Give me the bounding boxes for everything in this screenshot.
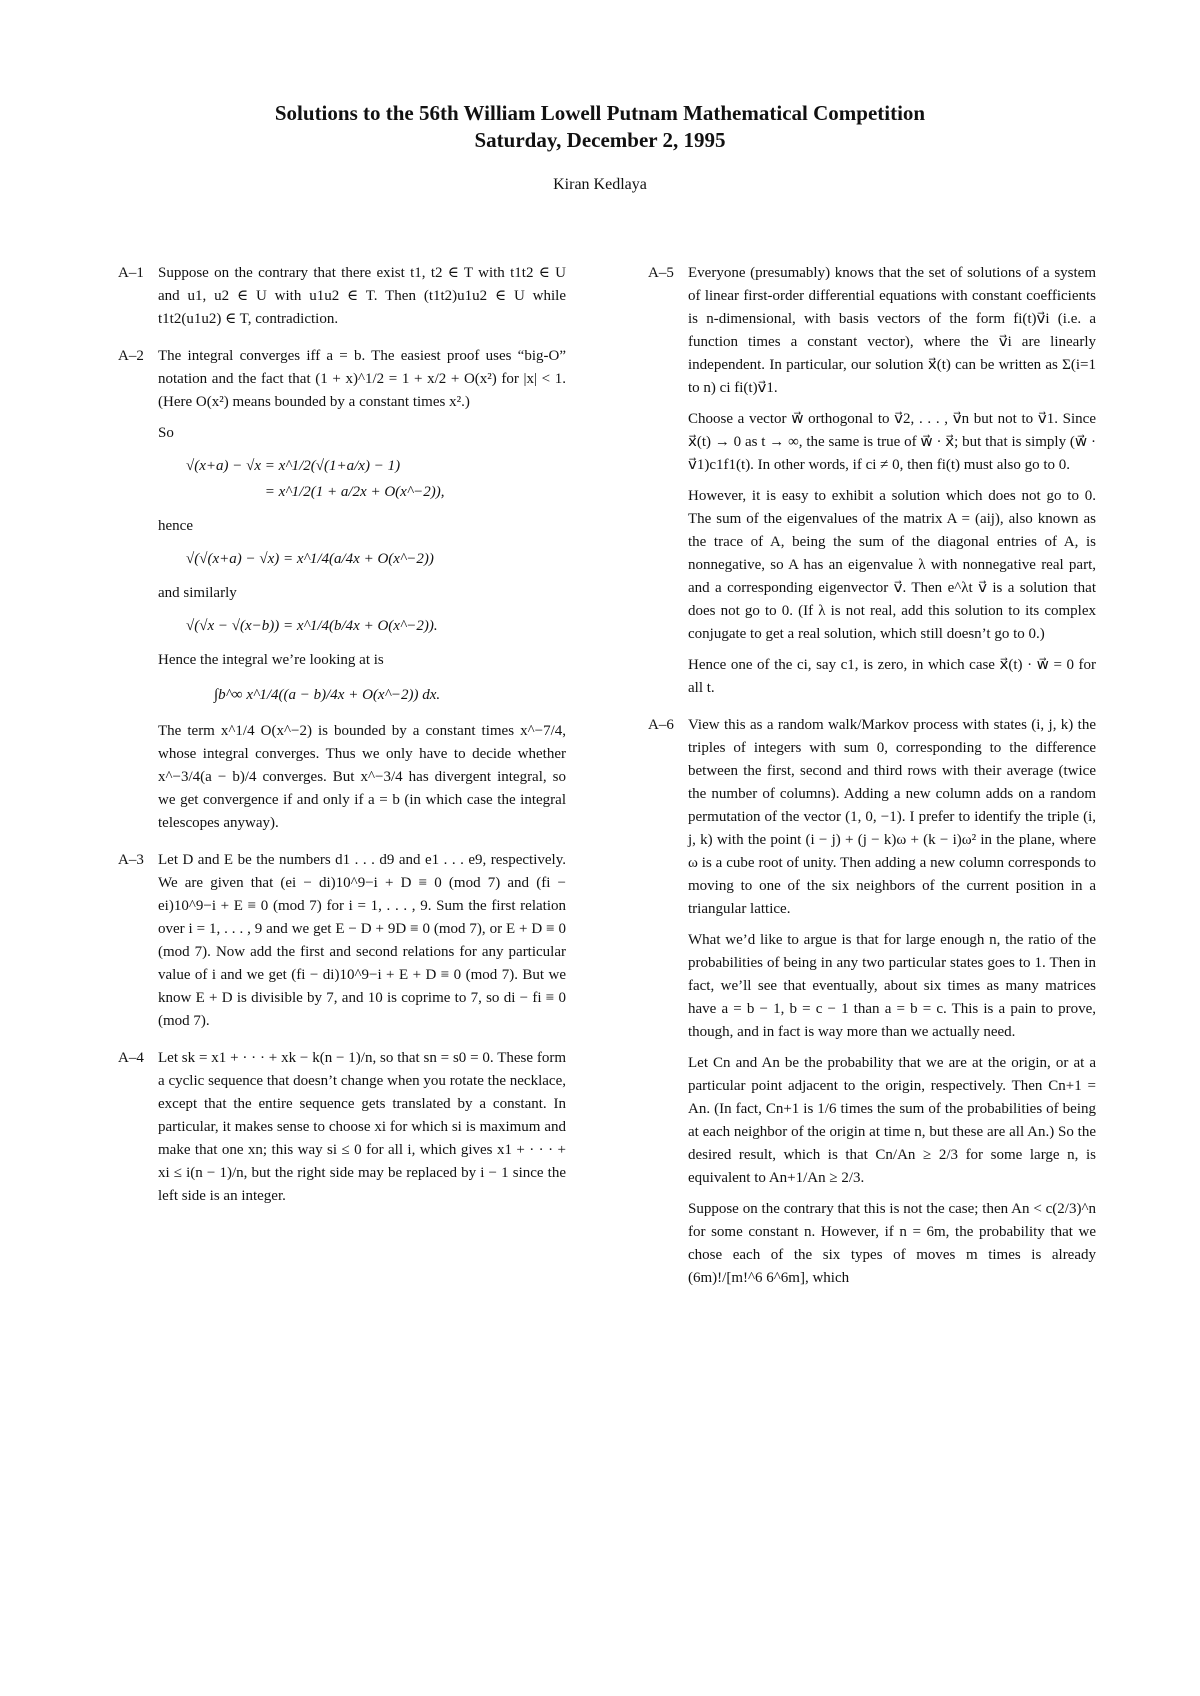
paragraph: Hence one of the ci, say c1, is zero, in which case x⃗(t) · w⃗ = 0 for all t. (688, 657, 1096, 696)
paragraph: Hence the integral we’re looking at is (158, 652, 384, 668)
paragraph: hence (158, 518, 193, 534)
paragraph: The integral converges iff a = b. The easiest proof uses “big-O” notation and the fact that (1 + x)^1/2 = 1 + x/2 + O(x²) for |x| < 1. (Here O(x²) means bounded by a constant times x².) (158, 348, 566, 410)
paragraph: So (158, 425, 174, 441)
problem-label: A–5 (648, 265, 674, 281)
problem-label: A–4 (118, 1050, 144, 1066)
paragraph: Let sk = x1 + · · · + xk − k(n − 1)/n, so that sn = s0 = 0. These form a cyclic sequence that doesn’t change when you rotate the necklace, except that the entire sequence gets translated by a constant. In particular, it makes sense to choose xi for which si is maximum and make that one xn; this way si ≤ 0 for all i, which gives x1 + · · · + xi ≤ i(n − 1)/n, but the right side may be replaced by i − 1 since the left side is an integer. (158, 1050, 566, 1204)
paragraph: Suppose on the contrary that there exist t1, t2 ∈ T with t1t2 ∈ U and u1, u2 ∈ U with u1u2 ∈ T. Then (t1t2)u1u2 ∈ U while t1t2(u1u2) ∈ T, contradiction. (158, 265, 566, 327)
problem-label: A–2 (118, 348, 144, 364)
problem-label: A–6 (648, 717, 674, 733)
paper-title-line-1: Solutions to the 56th William Lowell Putnam Mathematical Competition (274, 101, 926, 125)
paragraph: Everyone (presumably) knows that the set of solutions of a system of linear first-order differential equations with constant coefficients is n-dimensional, with basis vectors of the form fi(t)v⃗i (i.e. a function times a constant vector), where the v⃗i are linearly independent. In particular, our solution x⃗(t) can be written as Σ(i=1 to n) ci fi(t)v⃗1. (688, 265, 1096, 396)
paper-header (0, 100, 1200, 194)
problem-a3 (118, 849, 566, 1033)
paragraph: What we’d like to argue is that for large enough n, the ratio of the probabilities of being in any two particular states goes to 1. Then in fact, we’ll see that eventually, about six times as many matrices have a = b − 1, b = c − 1 than a = b = c. This is a pain to prove, though, and in fact is way more than we actually need. (688, 932, 1096, 1040)
equation: √(√x − √(x−b)) = x^1/4(b/4x + O(x^−2)). (186, 618, 438, 634)
problem-a5 (648, 262, 1096, 700)
right-column (648, 262, 1096, 1304)
paragraph: and similarly (158, 585, 237, 601)
paragraph: The term x^1/4 O(x^−2) is bounded by a constant times x^−7/4, whose integral converges. Thus we only have to decide whether x^−3/4(a − b)/4 converges. But x^−3/4 has divergent integral, so we get convergence if and only if a = b (in which case the integral telescopes anyway). (158, 723, 566, 831)
problem-a2 (118, 345, 566, 835)
problem-label: A–3 (118, 852, 144, 868)
left-column (118, 262, 566, 1222)
problem-label: A–1 (118, 265, 144, 281)
paragraph: However, it is easy to exhibit a solution which does not go to 0. The sum of the eigenvalues of the matrix A = (aij), also known as the trace of A, being the sum of the diagonal entries of A, is nonnegative, so A has an eigenvalue λ with nonnegative real part, and a corresponding eigenvector v⃗. Then e^λt v⃗ is a solution that does not go to 0. (If λ is not real, add this solution to its complex conjugate to get a real solution, which still doesn’t go to 0.) (688, 488, 1096, 642)
equation: √(√(x+a) − √x) = x^1/4(a/4x + O(x^−2)) (186, 551, 434, 567)
problem-a1 (118, 262, 566, 331)
equation: √(x+a) − √x = x^1/2(√(1+a/x) − 1) = x^1/2(1 + a/2x + O(x^−2)), (186, 458, 445, 500)
paper-author: Kiran Kedlaya (553, 176, 647, 193)
paragraph: View this as a random walk/Markov process with states (i, j, k) the triples of integers with sum 0, corresponding to the difference between the first, second and third rows with their average (twice the number of columns). Adding a new column adds on a random permutation of the vector (1, 0, −1). I prefer to identify the triple (i, j, k) with the point (i − j) + (j − k)ω + (k − i)ω² in the plane, where ω is a cube root of unity. Then adding a new column corresponds to moving to one of the six neighbors of the current position in a triangular lattice. (688, 717, 1096, 917)
problem-a6 (648, 714, 1096, 1290)
paragraph: Choose a vector w⃗ orthogonal to v⃗2, . . . , v⃗n but not to v⃗1. Since x⃗(t) → 0 as t → ∞, the same is true of w⃗ · x⃗; but that is simply (w⃗ · v⃗1)c1f1(t). In other words, if ci ≠ 0, then fi(t) must also go to 0. (688, 411, 1096, 473)
paragraph: Let D and E be the numbers d1 . . . d9 and e1 . . . e9, respectively. We are given that (ei − di)10^9−i + D ≡ 0 (mod 7) and (fi − ei)10^9−i + E ≡ 0 (mod 7) for i = 1, . . . , 9. Sum the first relation over i = 1, . . . , 9 and we get E − D + 9D ≡ 0 (mod 7), or E + D ≡ 0 (mod 7). Now add the first and second relations for any particular value of i and we get (fi − di)10^9−i + E + D ≡ 0 (mod 7). But we know E + D is divisible by 7, and 10 is coprime to 7, so di − fi ≡ 0 (mod 7). (158, 852, 566, 1029)
integral-equation: ∫b^∞ x^1/4((a − b)/4x + O(x^−2)) dx. (214, 687, 441, 703)
problem-a4 (118, 1047, 566, 1208)
paper-title-line-2: Saturday, December 2, 1995 (474, 128, 726, 152)
paragraph: Let Cn and An be the probability that we are at the origin, or at a particular point adjacent to the origin, respectively. Then Cn+1 = An. (In fact, Cn+1 is 1/6 times the sum of the probabilities of being at each neighbor of the origin at time n, but these are all An.) So the desired result, which is that Cn/An ≥ 2/3 for some large n, is equivalent to An+1/An ≥ 2/3. (688, 1055, 1096, 1186)
paragraph: Suppose on the contrary that this is not the case; then An < c(2/3)^n for some constant n. However, if n = 6m, the probability that we chose each of the six types of moves m times is already (6m)!/[m!^6 6^6m], which (688, 1201, 1096, 1286)
